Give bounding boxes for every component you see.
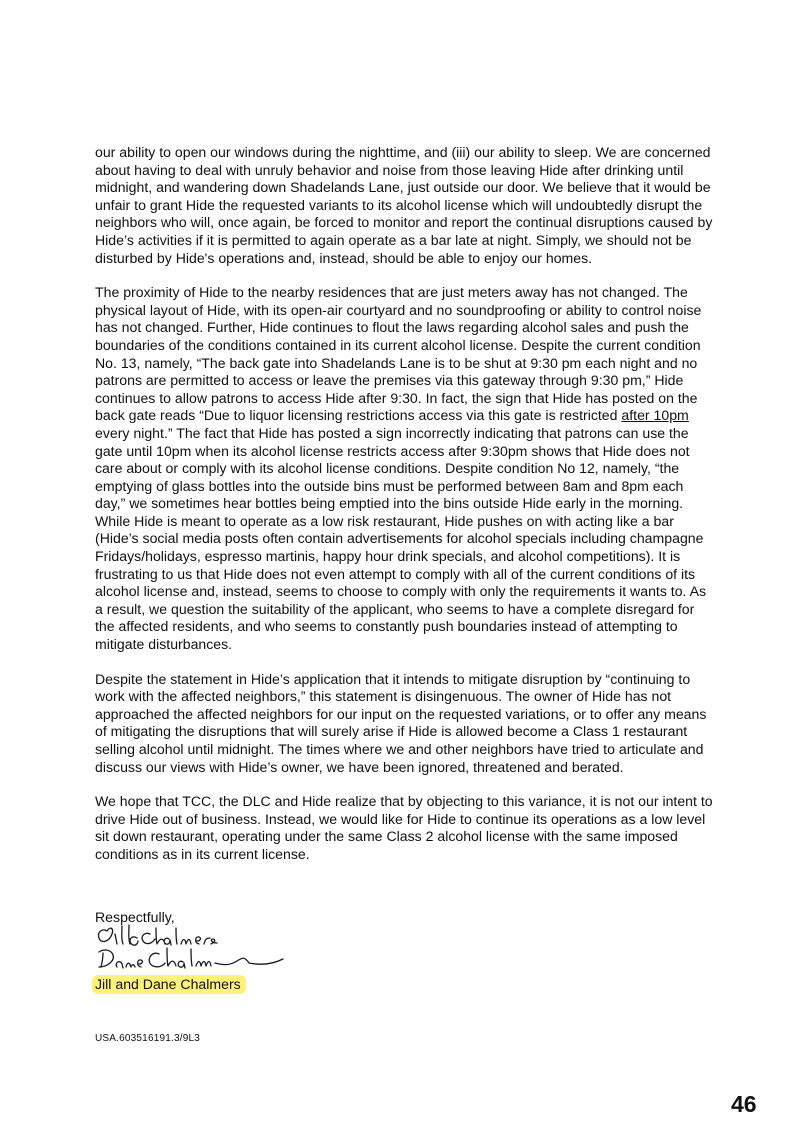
- paragraph-3: Despite the statement in Hide’s application that it intends to mitigate disruption by “continuing to work with the affected neighbors,” this statement is disingenuous. The owner of Hide has not approached the affected neighbors for our input on the requested variations, or to offer any means of mitigating the disruptions that will surely arise if Hide is allowed become a Class 1 restaurant selling alcohol until midnight. The times where we and other neighbors have tried to articulate and discuss our views with Hide’s owner, we have been ignored, threatened and berated.: [95, 670, 707, 775]
- signer-names-highlighted: Jill and Dane Chalmers: [92, 975, 246, 994]
- letter-body: [95, 144, 715, 881]
- signature-jill: [99, 925, 217, 945]
- page-number: 46: [731, 1091, 757, 1117]
- handwritten-signature: [93, 922, 293, 974]
- paragraph-2-part-a: The proximity of Hide to the nearby residences that are just meters away has not changed. The physical layout of Hide, with its open-air courtyard and no soundproofing or ability to control noise has not changed. Further, Hide continues to flout the laws regarding alcohol sales and push the boundaries of the conditions contained in its current alcohol license. Despite the current condition No. 13, namely, “The back gate into Shadelands Lane is to be shut at 9:30 pm each night and no patrons are permitted to access or leave the premises via this gateway through 9:30 pm,” Hide continues to allow patrons to access Hide after 9:30. In fact, the sign that Hide has posted on the back gate reads “Due to liquor licensing restrictions access via this gate is restricted: [95, 284, 702, 424]
- closing-salutation: Respectfully,: [95, 909, 175, 925]
- paragraph-4: We hope that TCC, the DLC and Hide realize that by objecting to this variance, it is not our intent to drive Hide out of business. Instead, we would like for Hide to continue its operations as a low level sit down restaurant, operating under the same Class 2 alcohol license with the same imposed conditions as in its current license.: [95, 793, 713, 862]
- paragraph-2: [95, 284, 715, 653]
- paragraph-2-part-b: every night.” The fact that Hide has posted a sign incorrectly indicating that patrons can use the gate until 10pm when its alcohol license restricts access after 9:30pm shows that Hide does not care about or comply with its alcohol license conditions. Despite condition No 12, namely, “the emptying of glass bottles into the outside bins must be performed between 8am and 8pm each day,” we sometimes hear bottles being emptied into the bins outside Hide early in the morning. While Hide is meant to operate as a low risk restaurant, Hide pushes on with acting like a bar (Hide’s social media posts often contain advertisements for alcohol specials including champagne Fridays/holidays, espresso martinis, happy hour drink specials, and alcohol competitions). It is frustrating to us that Hide does not even attempt to comply with all of the current conditions of its alcohol license and, instead, seems to choose to comply with only the requirements it wants to. As a result, we question the suitability of the applicant, who seems to have a complete disregard for the affected residents, and who seems to constantly push boundaries instead of attempting to mitigate disturbances.: [95, 424, 707, 653]
- document-reference: USA.603516191.3/9L3: [95, 1033, 200, 1044]
- underlined-phrase: after 10pm: [621, 407, 689, 424]
- paragraph-1: our ability to open our windows during the nighttime, and (iii) our ability to sleep. We are concerned about having to deal with unruly behavior and noise from those leaving Hide after drinking until midnight, and wandering down Shadelands Lane, just outside our door. We believe that it would be unfair to grant Hide the requested variants to its alcohol license which will undoubtedly disrupt the neighbors who will, once again, be forced to monitor and report the continual disruptions caused by Hide’s activities if it is permitted to again operate as a bar late at night. Simply, we should not be disturbed by Hide's operations and, instead, should be able to enjoy our homes.: [95, 144, 713, 266]
- signature-dane: [99, 948, 283, 968]
